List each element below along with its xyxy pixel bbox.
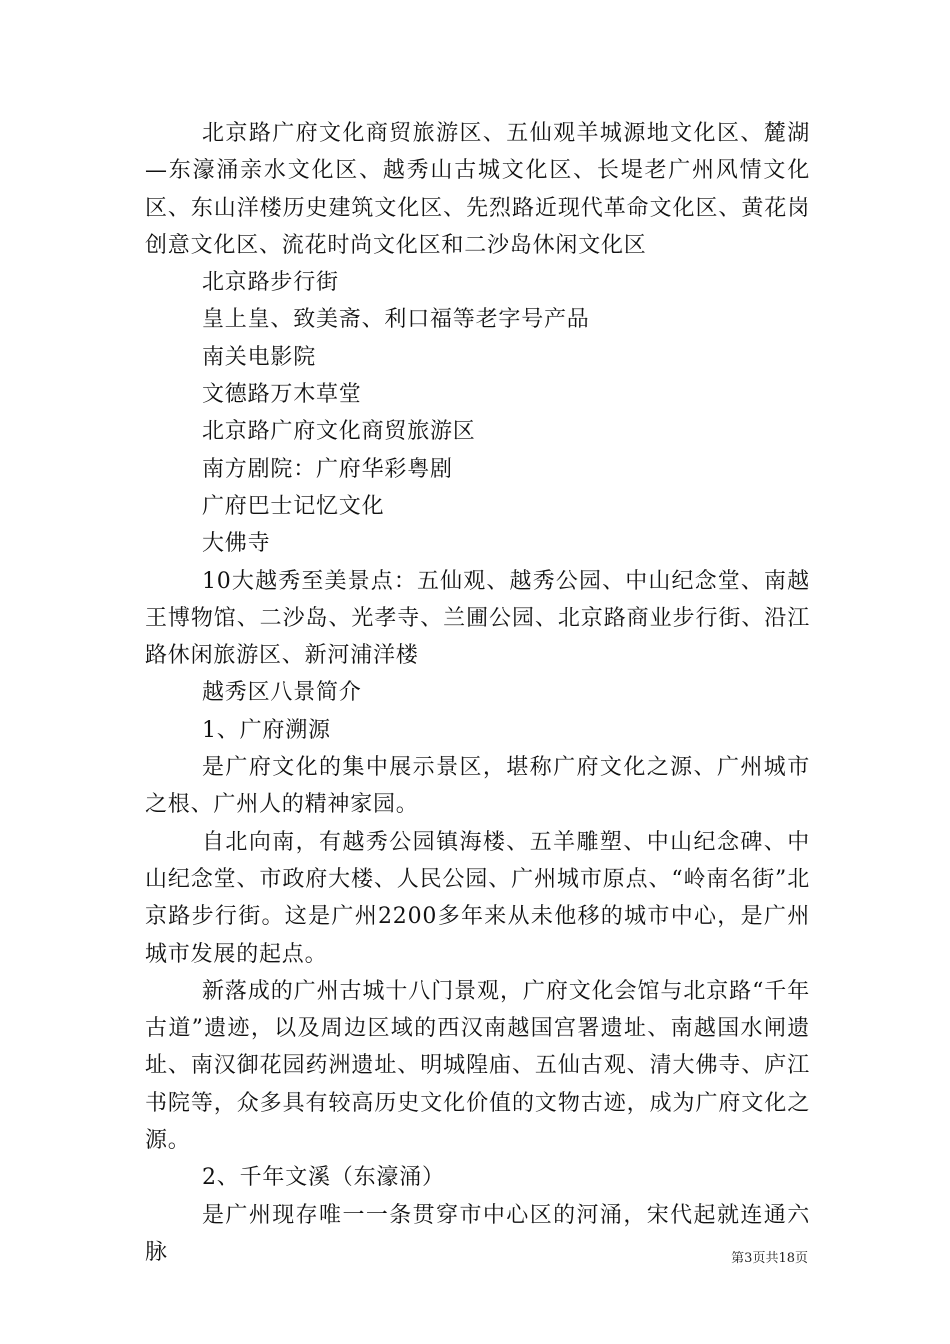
document-body [145, 115, 810, 1271]
paragraph: 北京路广府文化商贸旅游区、五仙观羊城源地文化区、麓湖—东濠涌亲水文化区、越秀山古城文化区、长堤老广州风情文化区、东山洋楼历史建筑文化区、先烈路近现代革命文化区、黄花岗创意文化区、流花时尚文化区和二沙岛休闲文化区 [145, 121, 810, 258]
section-heading: 2、千年文溪（东濠涌） [202, 1165, 445, 1191]
paragraph: 新落成的广州古城十八门景观，广府文化会馆与北京路“千年古道”遗迹，以及周边区域的西汉南越国宫署遗址、南越国水闸遗址、南汉御花园药洲遗址、明城隍庙、五仙古观、清大佛寺、庐江书院等，众多具有较高历史文化价值的文物古迹，成为广府文化之源。 [145, 978, 810, 1154]
page-number: 第3页共18页 [731, 1251, 808, 1266]
paragraph: 北京路广府文化商贸旅游区 [202, 419, 476, 445]
paragraph: 南关电影院 [202, 344, 317, 370]
section-heading: 1、广府溯源 [202, 717, 331, 743]
paragraph: 文德路万木草堂 [202, 382, 362, 408]
paragraph: 北京路步行街 [202, 270, 339, 296]
paragraph: 是广州现存唯一一条贯穿市中心区的河涌，宋代起就连通六脉 [145, 1202, 810, 1265]
paragraph: 是广府文化的集中展示景区，堪称广府文化之源、广州城市之根、广州人的精神家园。 [145, 755, 810, 818]
paragraph: 皇上皇、致美斋、利口福等老字号产品 [202, 307, 590, 333]
paragraph: 大佛寺 [202, 531, 271, 557]
paragraph: 自北向南，有越秀公园镇海楼、五羊雕塑、中山纪念碑、中山纪念堂、市政府大楼、人民公园、广州城市原点、“岭南名街”北京路步行街。这是广州2200多年来从未他移的城市中心，是广州城市发展的起点。 [145, 829, 810, 967]
paragraph: 南方剧院：广府华彩粤剧 [202, 456, 453, 482]
paragraph: 广府巴士记忆文化 [202, 493, 385, 519]
section-heading: 越秀区八景简介 [202, 680, 362, 706]
paragraph: 10大越秀至美景点：五仙观、越秀公园、中山纪念堂、南越王博物馆、二沙岛、光孝寺、兰圃公园、北京路商业步行街、沿江路休闲旅游区、新河浦洋楼 [145, 568, 810, 669]
